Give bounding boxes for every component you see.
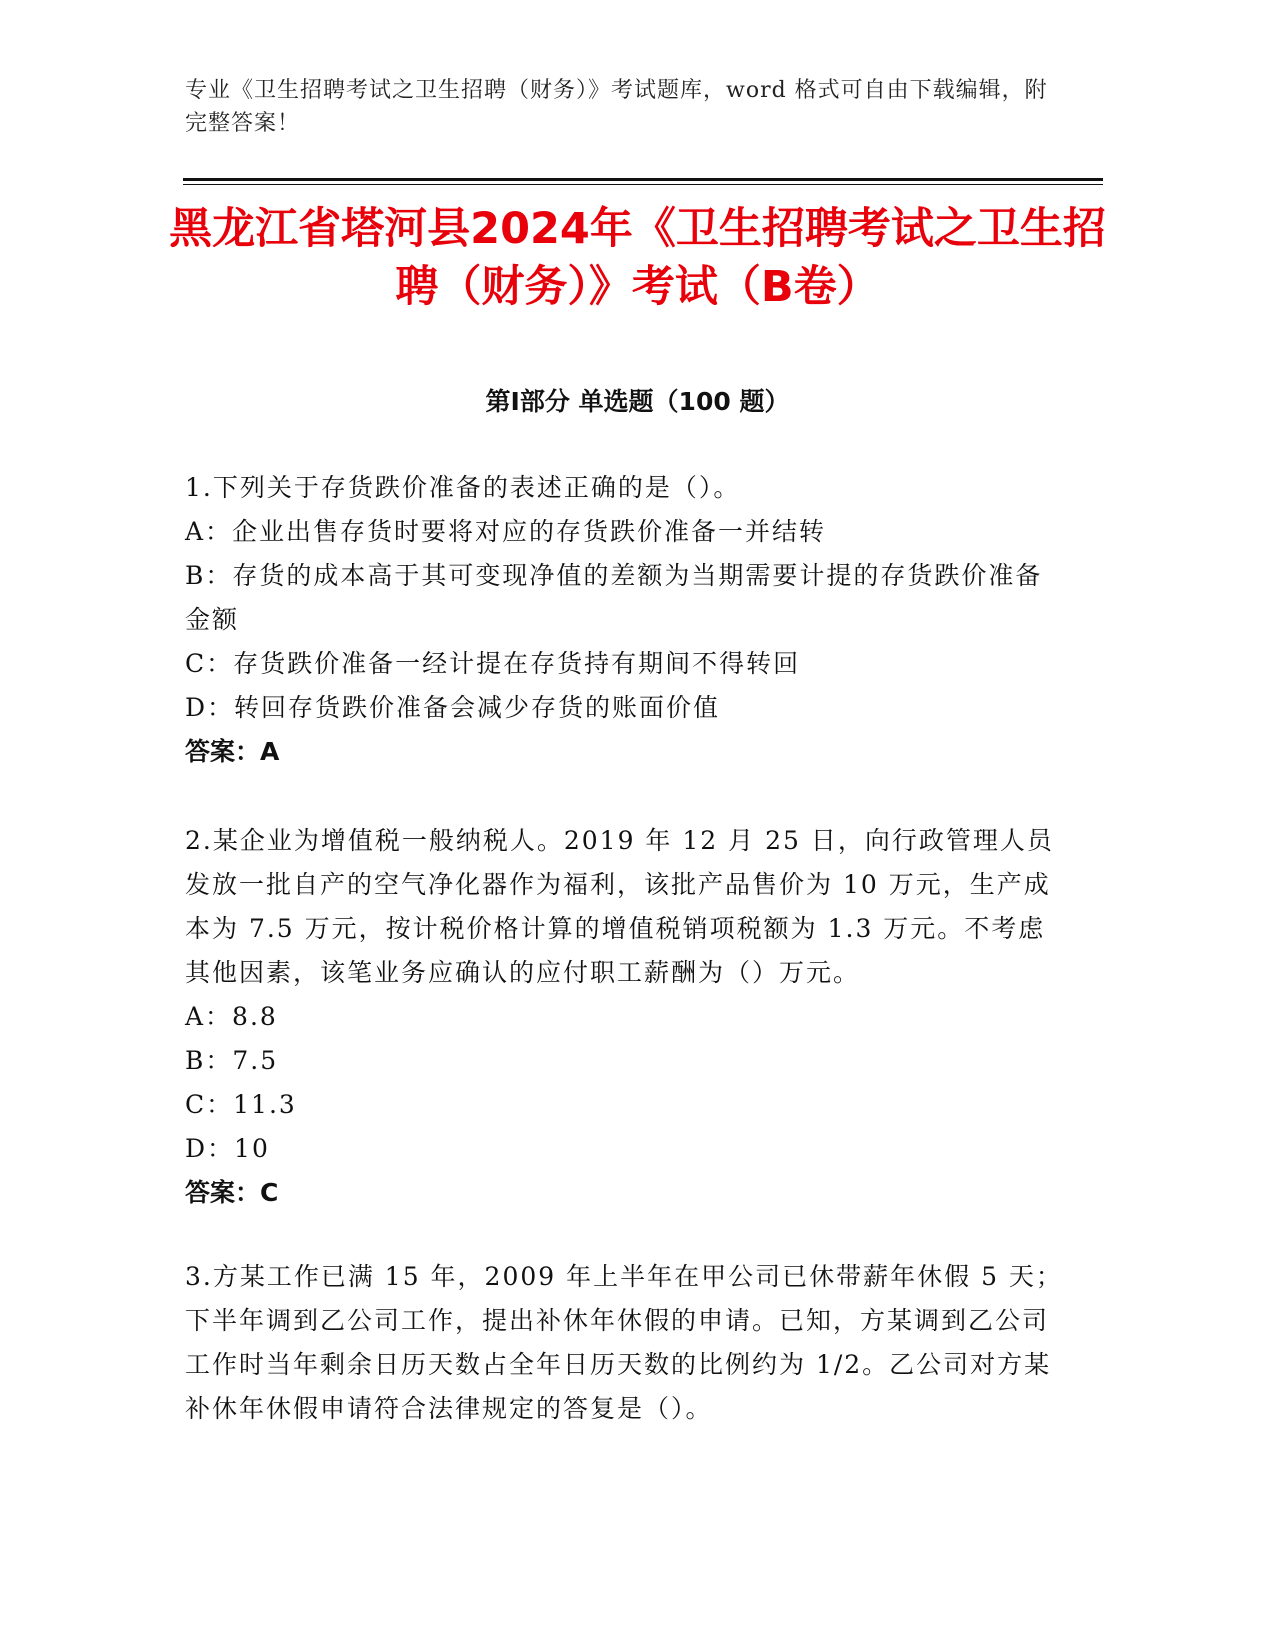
option-c: C：存货跌价准备一经计提在存货持有期间不得转回 <box>185 649 801 678</box>
question-stem: 3.方某工作已满 15 年，2009 年上半年在甲公司已休带薪年休假 5 天；下半年调到乙公司工作，提出补休年休假的申请。已知，方某调到乙公司工作时当年剩余日历天数占全年日历天数的比例约为 1/2。乙公司对方某补休年休假申请符合法律规定的答复是（）。 <box>185 1262 1063 1423</box>
document-title: 黑龙江省塔河县2024年《卫生招聘考试之卫生招聘（财务）》考试（B卷） <box>169 204 1106 312</box>
option-d: D：转回存货跌价准备会减少存货的账面价值 <box>185 693 721 722</box>
option-a: A：8.8 <box>185 1002 278 1031</box>
question-stem: 1.下列关于存货跌价准备的表述正确的是（）。 <box>185 473 741 502</box>
answer: 答案：C <box>185 1178 279 1207</box>
header-note: 专业《卫生招聘考试之卫生招聘（财务）》考试题库，word 格式可自由下载编辑，附完整答案！ <box>185 78 1048 136</box>
option-c: C：11.3 <box>185 1090 297 1119</box>
header-divider-thin <box>183 184 1103 185</box>
section-title: 第Ⅰ部分 单选题（100 题） <box>485 387 790 416</box>
answer: 答案：A <box>185 737 280 766</box>
option-a: A：企业出售存货时要将对应的存货跌价准备一并结转 <box>185 517 827 546</box>
question-3 <box>185 1255 1065 1431</box>
question-2 <box>185 819 1065 1215</box>
option-b: B：存货的成本高于其可变现净值的差额为当期需要计提的存货跌价准备金额 <box>185 561 1043 634</box>
option-b: B：7.5 <box>185 1046 279 1075</box>
header-divider-thick <box>183 178 1103 181</box>
question-stem: 2.某企业为增值税一般纳税人。2019 年 12 月 25 日，向行政管理人员发放一批自产的空气净化器作为福利，该批产品售价为 10 万元，生产成本为 7.5 万元，按计税价格计算的增值税销项税额为 1.3 万元。不考虑其他因素，该笔业务应确认的应付职工薪酬为（）万元。 <box>185 826 1054 987</box>
question-1 <box>185 466 1065 774</box>
option-d: D：10 <box>185 1134 270 1163</box>
